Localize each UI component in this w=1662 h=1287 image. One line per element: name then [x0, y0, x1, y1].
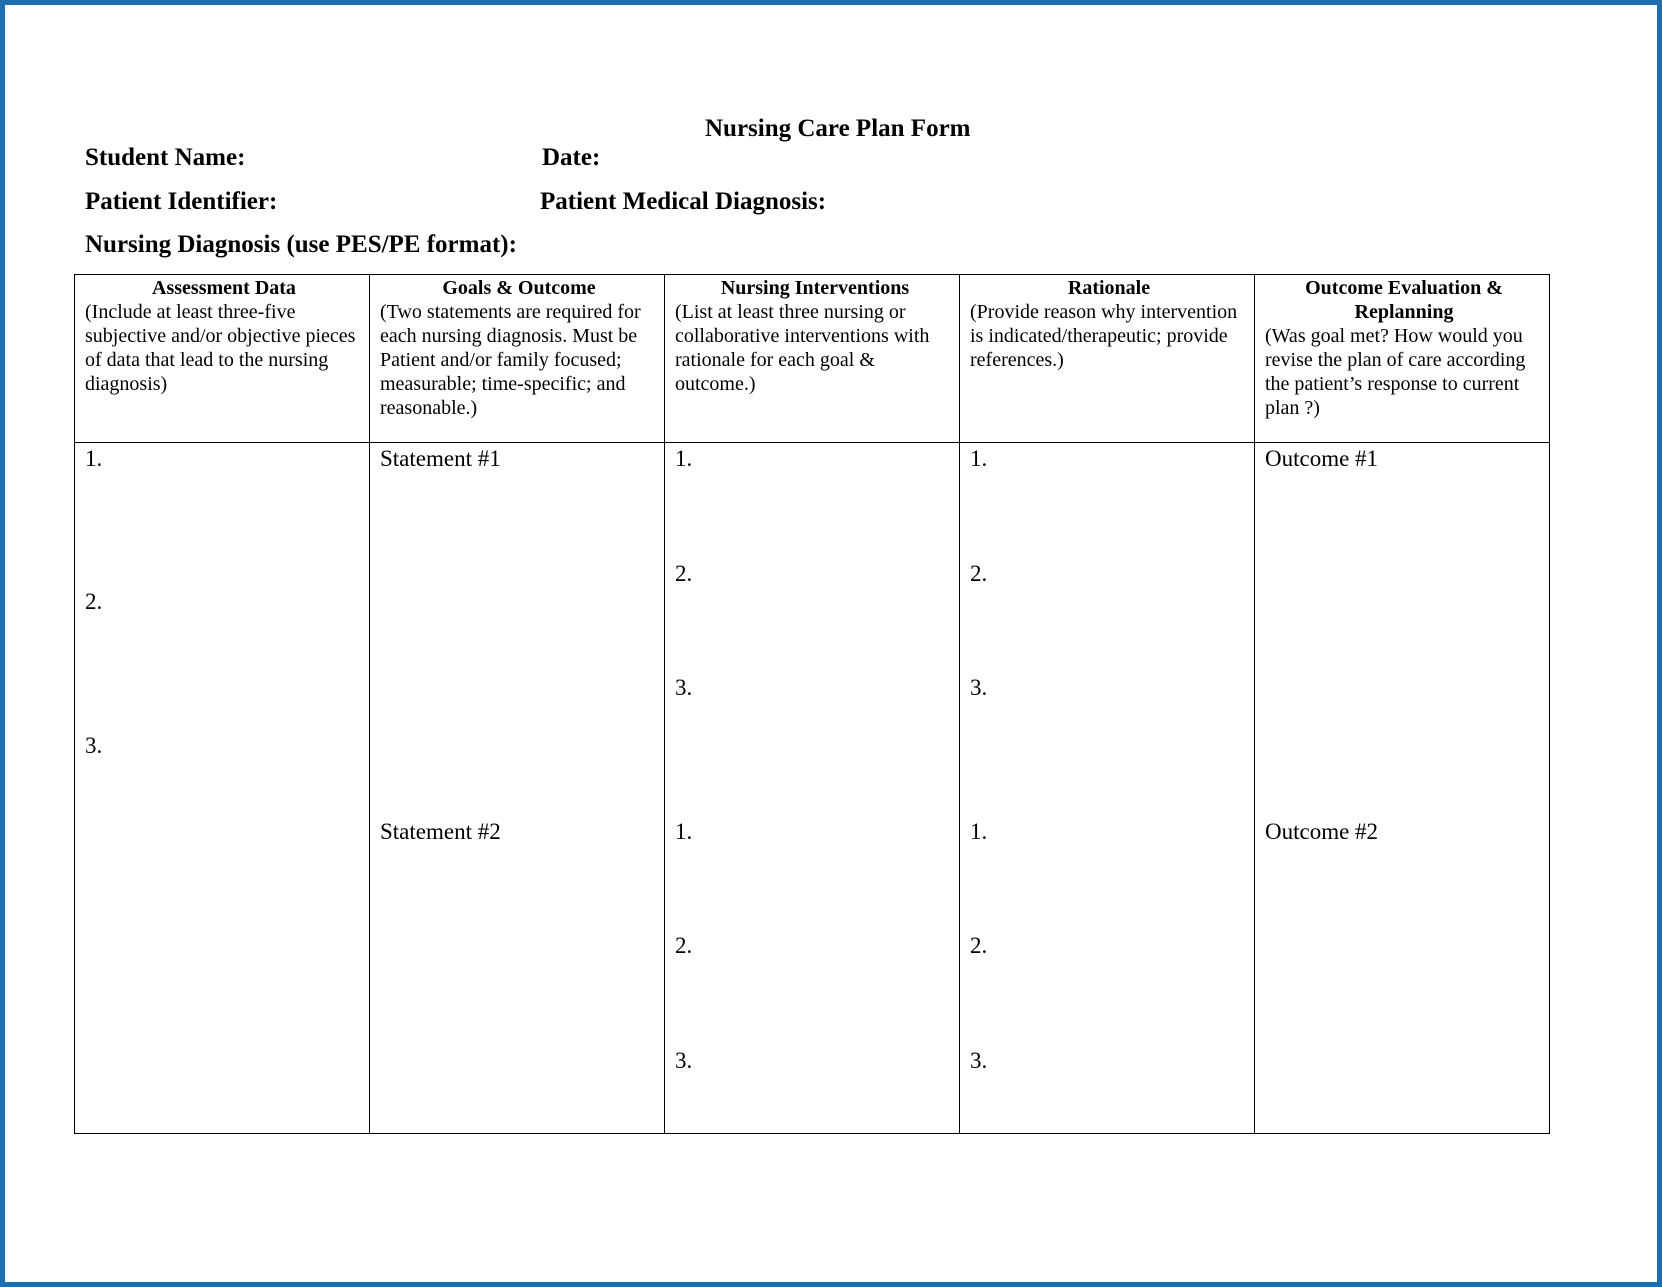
header-title: Assessment Data: [152, 277, 296, 299]
outcome-entry-2: Outcome #2: [1265, 819, 1379, 844]
rationale-entry: 1.: [970, 446, 988, 471]
intervention-entry: 2.: [675, 561, 693, 586]
column-divider-1: [369, 274, 370, 1134]
medical-diagnosis-label: Patient Medical Diagnosis:: [540, 188, 827, 215]
header-nursing-interventions: [675, 276, 955, 396]
rationale-entry: 3.: [970, 1048, 988, 1073]
table-border-bottom: [74, 1133, 1550, 1134]
table-header-divider: [74, 442, 1550, 443]
header-description: (Two statements are required for each nursing diagnosis. Must be Patient and/or family focused; measurable; time-specific; and reasonable.): [380, 301, 641, 419]
header-description: (Include at least three-five subjective and/or objective pieces of data that lead to the nursing diagnosis): [85, 301, 356, 395]
goal-statement-1: Statement #1: [380, 446, 501, 471]
header-description: (Was goal met? How would you revise the plan of care according the patient’s response to current plan ?): [1265, 325, 1526, 419]
header-title: Goals & Outcome: [442, 277, 596, 299]
form-title: Nursing Care Plan Form: [705, 115, 971, 142]
assessment-entry-3: 3.: [85, 733, 103, 758]
header-outcome-evaluation: [1265, 276, 1543, 420]
table-border-left: [74, 274, 75, 1134]
header-goals-outcome: [380, 276, 658, 420]
column-divider-4: [1254, 274, 1255, 1134]
column-divider-3: [959, 274, 960, 1134]
rationale-entry: 2.: [970, 561, 988, 586]
header-rationale: [970, 276, 1248, 372]
table-border-right: [1549, 274, 1550, 1134]
table-border-top: [74, 274, 1550, 275]
column-divider-2: [664, 274, 665, 1134]
header-assessment-data: [85, 276, 363, 396]
intervention-entry: 2.: [675, 933, 693, 958]
date-label: Date:: [542, 144, 601, 171]
student-name-label: Student Name:: [85, 144, 246, 171]
intervention-entry: 1.: [675, 446, 693, 471]
header-title: Outcome Evaluation & Replanning: [1305, 277, 1503, 323]
assessment-entry-1: 1.: [85, 446, 103, 471]
rationale-entry: 2.: [970, 933, 988, 958]
outcome-entry-1: Outcome #1: [1265, 446, 1379, 471]
goal-statement-2: Statement #2: [380, 819, 501, 844]
rationale-entry: 3.: [970, 675, 988, 700]
header-description: (Provide reason why intervention is indicated/therapeutic; provide references.): [970, 301, 1238, 371]
assessment-entry-2: 2.: [85, 589, 103, 614]
nursing-diagnosis-label: Nursing Diagnosis (use PES/PE format):: [85, 231, 517, 258]
header-title: Rationale: [1067, 277, 1151, 299]
rationale-entry: 1.: [970, 819, 988, 844]
patient-identifier-label: Patient Identifier:: [85, 188, 278, 215]
header-description: (List at least three nursing or collaborative interventions with rationale for each goal & outcome.): [675, 301, 930, 395]
intervention-entry: 3.: [675, 675, 693, 700]
intervention-entry: 1.: [675, 819, 693, 844]
intervention-entry: 3.: [675, 1048, 693, 1073]
header-title: Nursing Interventions: [720, 277, 910, 299]
